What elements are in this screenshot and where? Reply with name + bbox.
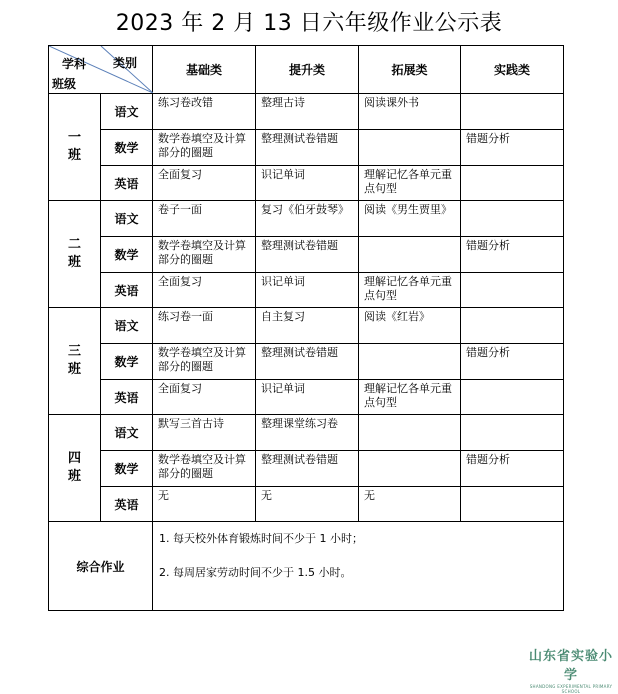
table-row xyxy=(49,237,564,273)
header-row xyxy=(49,46,564,94)
subject-cell: 语文 xyxy=(101,94,153,130)
table-row xyxy=(49,308,564,344)
task-cell: 理解记忆各单元重点句型 xyxy=(359,166,461,201)
task-cell: 无 xyxy=(359,487,461,522)
summary-label: 综合作业 xyxy=(49,522,153,611)
task-cell: 整理古诗 xyxy=(256,94,359,130)
class-name-char: 班 xyxy=(67,469,81,484)
table-row xyxy=(49,415,564,451)
subject-cell: 语文 xyxy=(101,201,153,237)
task-cell: 识记单词 xyxy=(256,166,359,201)
task-cell xyxy=(461,273,564,308)
table-row xyxy=(49,273,564,308)
header-corner-cell xyxy=(49,46,153,94)
subject-cell: 语文 xyxy=(101,415,153,451)
task-cell xyxy=(359,130,461,166)
task-cell: 数学卷填空及计算部分的圈题 xyxy=(153,344,256,380)
table-row xyxy=(49,344,564,380)
homework-table xyxy=(48,45,564,611)
column-header-extension: 拓展类 xyxy=(359,46,461,94)
task-cell: 错题分析 xyxy=(461,344,564,380)
task-cell: 无 xyxy=(153,487,256,522)
task-cell xyxy=(461,415,564,451)
task-cell: 数学卷填空及计算部分的圈题 xyxy=(153,130,256,166)
school-logo-chinese: 山东省实验小学 xyxy=(528,649,613,683)
class-name-char: 二 xyxy=(67,237,81,252)
task-cell: 自主复习 xyxy=(256,308,359,344)
task-cell: 数学卷填空及计算部分的圈题 xyxy=(153,237,256,273)
task-cell: 全面复习 xyxy=(153,166,256,201)
task-cell: 错题分析 xyxy=(461,237,564,273)
summary-row xyxy=(49,522,564,611)
subject-cell: 英语 xyxy=(101,166,153,201)
table-row xyxy=(49,380,564,415)
task-cell: 整理测试卷错题 xyxy=(256,344,359,380)
class-name-cell xyxy=(49,94,101,201)
task-cell: 识记单词 xyxy=(256,380,359,415)
task-cell: 阅读课外书 xyxy=(359,94,461,130)
task-cell: 全面复习 xyxy=(153,380,256,415)
table-row xyxy=(49,166,564,201)
summary-item: 1. 每天校外体育锻炼时间不少于 1 小时； xyxy=(159,532,363,545)
task-cell: 错题分析 xyxy=(461,451,564,487)
task-cell: 理解记忆各单元重点句型 xyxy=(359,273,461,308)
column-header-basic: 基础类 xyxy=(153,46,256,94)
subject-cell: 数学 xyxy=(101,451,153,487)
table-row xyxy=(49,451,564,487)
task-cell xyxy=(461,487,564,522)
class-name-char: 四 xyxy=(67,451,81,466)
task-cell xyxy=(461,308,564,344)
task-cell: 全面复习 xyxy=(153,273,256,308)
task-cell: 整理测试卷错题 xyxy=(256,451,359,487)
table-row xyxy=(49,487,564,522)
task-cell: 复习《伯牙鼓琴》 xyxy=(256,201,359,237)
page-title: 2023 年 2 月 13 日六年级作业公示表 xyxy=(115,11,503,36)
table-row xyxy=(49,201,564,237)
subject-cell: 语文 xyxy=(101,308,153,344)
subject-cell: 英语 xyxy=(101,487,153,522)
task-cell: 默写三首古诗 xyxy=(153,415,256,451)
task-cell xyxy=(461,166,564,201)
task-cell xyxy=(359,415,461,451)
corner-class-label: 班级 xyxy=(52,77,77,91)
summary-item: 2. 每周居家劳动时间不少于 1.5 小时。 xyxy=(159,566,352,579)
task-cell xyxy=(461,380,564,415)
summary-content xyxy=(153,522,564,611)
table-row xyxy=(49,94,564,130)
task-cell: 练习卷改错 xyxy=(153,94,256,130)
class-name-cell xyxy=(49,415,101,522)
task-cell: 阅读《红岩》 xyxy=(359,308,461,344)
subject-cell: 数学 xyxy=(101,130,153,166)
subject-cell: 数学 xyxy=(101,344,153,380)
class-name-char: 班 xyxy=(67,255,81,270)
class-name-cell xyxy=(49,201,101,308)
class-name-char: 三 xyxy=(67,344,81,359)
school-logo-english: SHANDONG EXPERIMENTAL PRIMARY SCHOOL xyxy=(529,684,613,694)
table-row xyxy=(49,130,564,166)
task-cell xyxy=(359,344,461,380)
corner-category-label: 类别 xyxy=(113,56,138,70)
column-header-improvement: 提升类 xyxy=(256,46,359,94)
subject-cell: 数学 xyxy=(101,237,153,273)
task-cell: 无 xyxy=(256,487,359,522)
task-cell xyxy=(461,94,564,130)
task-cell: 阅读《男生贾里》 xyxy=(359,201,461,237)
column-header-practice: 实践类 xyxy=(461,46,564,94)
task-cell: 练习卷一面 xyxy=(153,308,256,344)
task-cell: 错题分析 xyxy=(461,130,564,166)
task-cell: 整理测试卷错题 xyxy=(256,237,359,273)
task-cell: 整理课堂练习卷 xyxy=(256,415,359,451)
subject-cell: 英语 xyxy=(101,380,153,415)
class-name-char: 一 xyxy=(67,130,81,145)
task-cell: 整理测试卷错题 xyxy=(256,130,359,166)
corner-subject-label: 学科 xyxy=(62,57,87,71)
task-cell xyxy=(359,237,461,273)
subject-cell: 英语 xyxy=(101,273,153,308)
task-cell: 理解记忆各单元重点句型 xyxy=(359,380,461,415)
task-cell xyxy=(359,451,461,487)
task-cell: 卷子一面 xyxy=(153,201,256,237)
task-cell xyxy=(461,201,564,237)
class-name-cell xyxy=(49,308,101,415)
class-name-char: 班 xyxy=(67,148,81,163)
class-name-char: 班 xyxy=(67,362,81,377)
task-cell: 数学卷填空及计算部分的圈题 xyxy=(153,451,256,487)
task-cell: 识记单词 xyxy=(256,273,359,308)
